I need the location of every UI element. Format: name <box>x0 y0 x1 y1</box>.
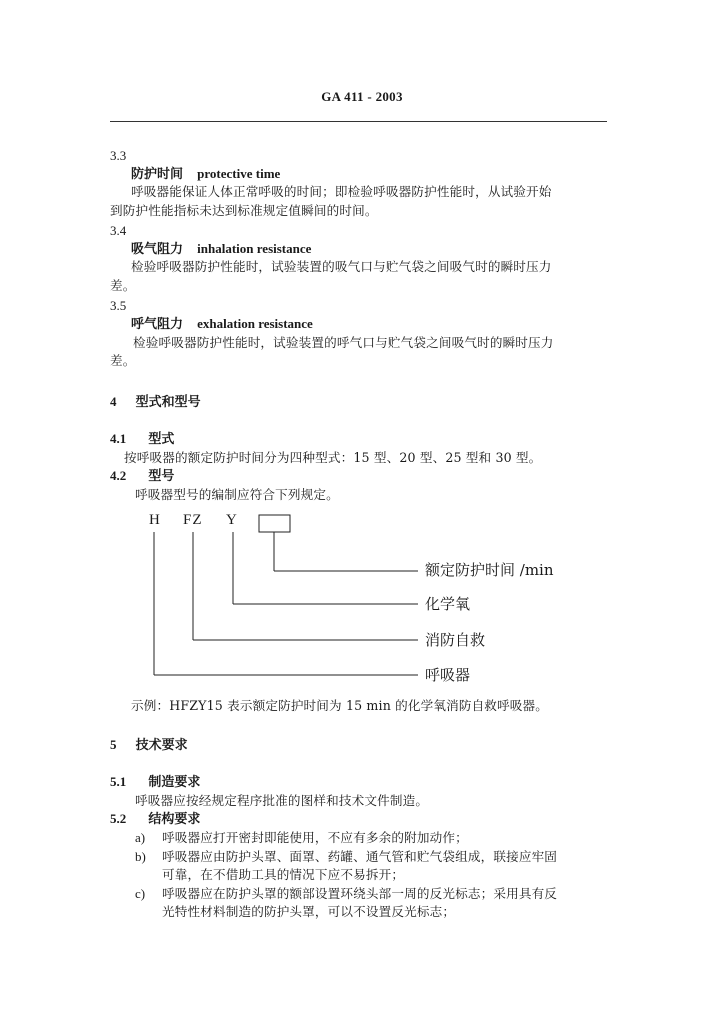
term-english: protective time <box>197 166 281 181</box>
definition-line: 检验呼吸器防护性能时，试验装置的呼气口与贮气袋之间吸气时的瞬时压力 <box>133 335 554 350</box>
definition-line: 差。 <box>110 353 136 368</box>
list-item-text: 呼吸器应在防护头罩的额部设置环绕头部一周的反光标志；采用具有反 <box>162 886 558 901</box>
term-english: inhalation resistance <box>197 241 312 256</box>
chapter-heading <box>110 736 188 755</box>
paragraph: 呼吸器应按经规定程序批准的图样和技术文件制造。 <box>135 793 429 808</box>
definition-line: 检验呼吸器防护性能时，试验装置的吸气口与贮气袋之间吸气时的瞬时压力 <box>131 259 552 274</box>
subsection-heading <box>110 810 200 829</box>
subsection-number: 4.2 <box>110 468 127 483</box>
list-marker: c) <box>135 886 146 901</box>
subsection-title: 结构要求 <box>148 812 201 827</box>
definition-line: 差。 <box>110 278 136 293</box>
subsection-number: 4.1 <box>110 431 127 446</box>
list-marker: a) <box>135 830 146 845</box>
chapter-number: 4 <box>110 394 117 409</box>
list-item-text: 呼吸器应由防护头罩、面罩、药罐、通气管和贮气袋组成，联接应牢固 <box>162 849 558 864</box>
paragraph: 按呼吸器的额定防护时间分为四种型式：15 型、20 型、25 型和 30 型。 <box>124 450 542 465</box>
list-item-text: 光特性材料制造的防护头罩，可以不设置反光标志； <box>162 904 456 919</box>
definition-line: 呼吸器能保证人体正常呼吸的时间；即检验呼吸器防护性能时，从试验开始 <box>131 184 552 199</box>
paragraph: 呼吸器型号的编制应符合下列规定。 <box>135 487 339 502</box>
example-note: 示例：HFZY15 表示额定防护时间为 15 min 的化学氧消防自救呼吸器。 <box>131 698 549 713</box>
chapter-title: 型式和型号 <box>135 395 201 410</box>
subsection-title: 型式 <box>148 432 175 447</box>
chapter-number: 5 <box>110 737 117 752</box>
label-rated-protective-time: 额定防护时间 /min <box>425 561 554 579</box>
designation-letter-fz: FZ <box>183 512 203 528</box>
section-number: 3.3 <box>110 148 127 163</box>
designation-number-box <box>259 515 290 532</box>
subsection-number: 5.1 <box>110 774 127 789</box>
subsection-heading <box>110 773 200 792</box>
term-chinese: 防护时间 <box>131 167 184 182</box>
section-number: 3.5 <box>110 298 127 313</box>
list-item-text: 可靠，在不借助工具的情况下应不易拆开； <box>162 867 405 882</box>
label-chemical-oxygen: 化学氧 <box>425 595 471 613</box>
definition-line: 到防护性能指标未达到标准规定值瞬间的时间。 <box>110 203 378 218</box>
term-chinese: 呼气阻力 <box>131 317 184 332</box>
label-respirator: 呼吸器 <box>425 666 471 684</box>
term-chinese: 吸气阻力 <box>131 242 184 257</box>
label-fire-self-rescue: 消防自救 <box>425 631 486 649</box>
chapter-title: 技术要求 <box>135 738 188 753</box>
subsection-number: 5.2 <box>110 811 127 826</box>
standard-code-header: GA 411 - 2003 <box>321 89 403 104</box>
term-english: exhalation resistance <box>197 316 313 331</box>
subsection-title: 型号 <box>148 469 175 484</box>
list-item-text: 呼吸器应打开密封即能使用，不应有多余的附加动作； <box>162 830 468 845</box>
subsection-title: 制造要求 <box>148 775 201 790</box>
designation-letter-h: H <box>149 512 161 528</box>
section-number: 3.4 <box>110 223 127 238</box>
designation-letter-y: Y <box>226 512 238 528</box>
list-marker: b) <box>135 849 146 864</box>
